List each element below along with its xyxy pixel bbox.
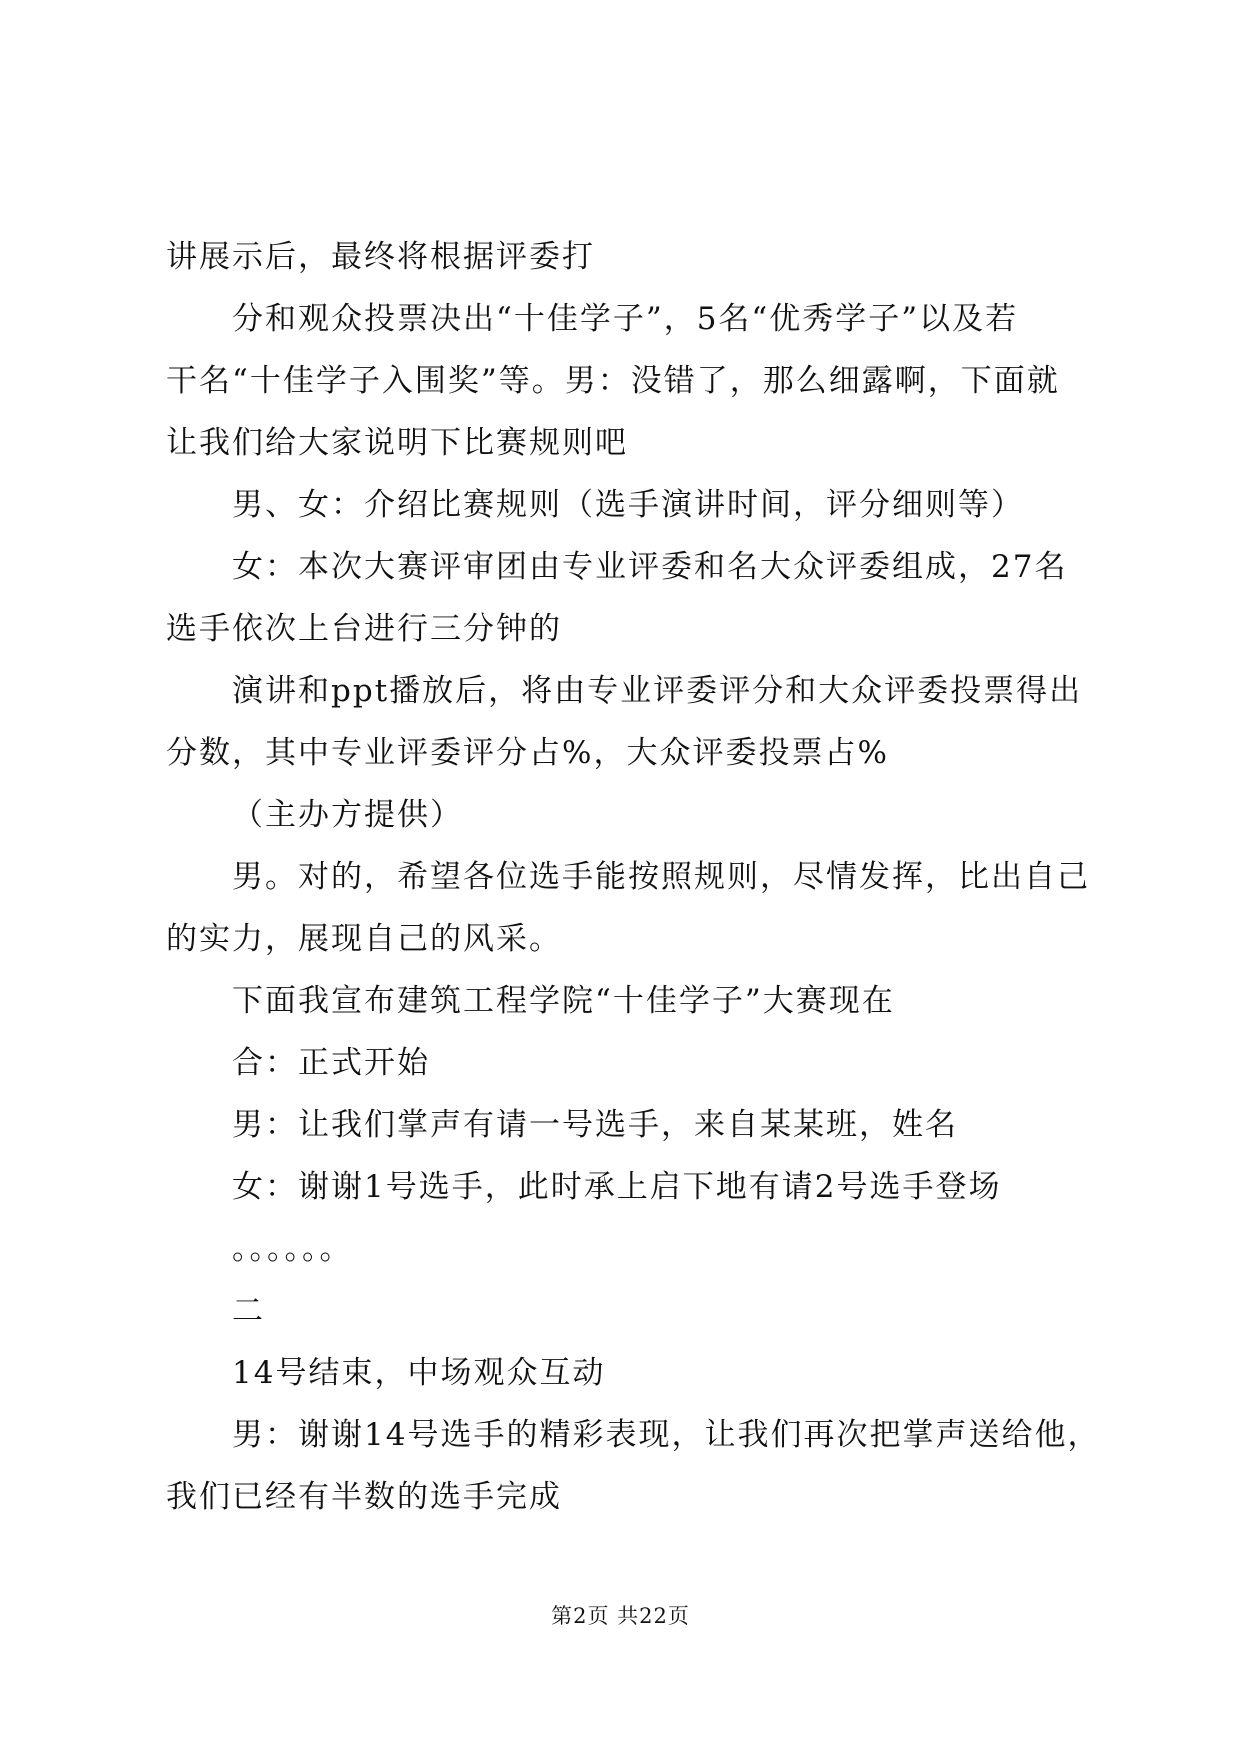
text-line: 男：让我们掌声有请一号选手，来自某某班，姓名	[232, 1107, 958, 1143]
text-line: 下面我宣布建筑工程学院“十佳学子”大赛现在	[232, 983, 895, 1019]
text-line: 14号结束，中场观众互动	[232, 1355, 606, 1391]
text-line: 。。。。。。	[232, 1231, 353, 1267]
page-footer: 第2页 共22页	[551, 1604, 690, 1628]
text-line: 选手依次上台进行三分钟的	[166, 611, 562, 647]
text-line: 合：正式开始	[232, 1045, 430, 1081]
text-line: 分和观众投票决出“十佳学子”，5名“优秀学子”以及若	[232, 301, 1019, 337]
text-line: 演讲和ppt播放后，将由专业评委评分和大众评委投票得出	[232, 673, 1083, 709]
text-line: 我们已经有半数的选手完成	[166, 1479, 562, 1515]
text-line: 让我们给大家说明下比赛规则吧	[166, 425, 628, 461]
text-line: 女：谢谢1号选手，此时承上启下地有请2号选手登场	[232, 1169, 1002, 1205]
text-line: 男：谢谢14号选手的精彩表现，让我们再次把掌声送给他，	[232, 1417, 1101, 1453]
text-line: 讲展示后，最终将根据评委打	[166, 239, 595, 275]
text-line: 女：本次大赛评审团由专业评委和名大众评委组成，27名	[232, 549, 1068, 585]
text-line: 的实力，展现自己的风采。	[166, 921, 562, 957]
text-line: 男、女：介绍比赛规则（选手演讲时间，评分细则等）	[232, 487, 1024, 523]
text-line: （主办方提供）	[232, 797, 463, 833]
document-body	[166, 226, 1101, 1528]
text-line: 二	[232, 1293, 265, 1329]
text-line: 分数，其中专业评委评分占%，大众评委投票占%	[166, 735, 889, 771]
text-line: 干名“十佳学子入围奖”等。男：没错了，那么细露啊，下面就	[166, 363, 1060, 399]
text-line: 男。对的，希望各位选手能按照规则，尽情发挥，比出自己	[232, 859, 1090, 895]
